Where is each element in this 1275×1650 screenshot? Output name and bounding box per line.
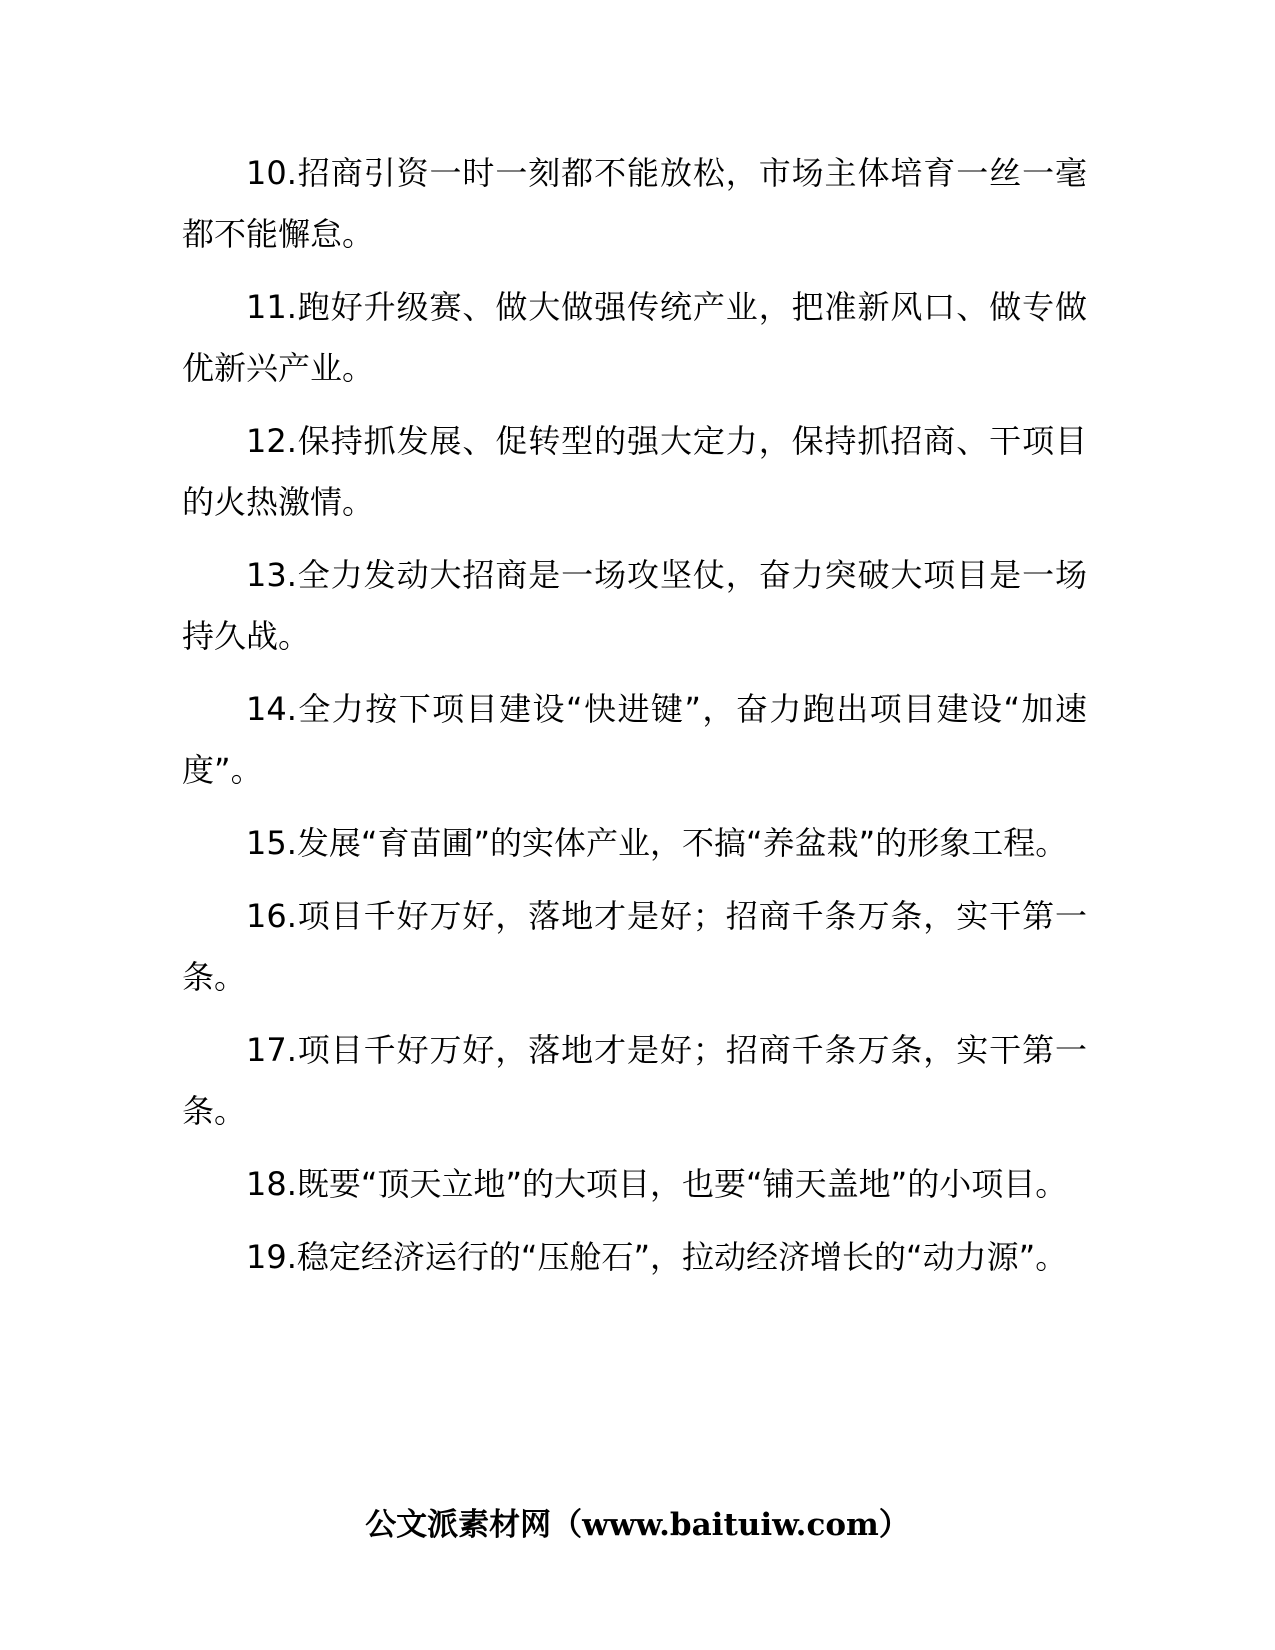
paragraph-15: 15.发展“育苗圃”的实体产业，不搞“养盆栽”的形象工程。 — [246, 824, 1068, 862]
page-footer-source: 公文派素材网（www.baituiw.com） — [365, 1507, 910, 1543]
paragraph-16: 16.项目千好万好，落地才是好；招商千条万条，实干第一条。 — [182, 897, 1087, 996]
paragraph-18: 18.既要“顶天立地”的大项目，也要“铺天盖地”的小项目。 — [246, 1165, 1068, 1203]
paragraph-12: 12.保持抓发展、促转型的强大定力，保持抓招商、干项目的火热激情。 — [182, 422, 1087, 521]
paragraph-11: 11.跑好升级赛、做大做强传统产业，把准新风口、做专做优新兴产业。 — [182, 288, 1087, 387]
document-body — [182, 143, 1087, 1300]
paragraph-19: 19.稳定经济运行的“压舱石”，拉动经济增长的“动力源”。 — [246, 1238, 1068, 1276]
paragraph-17: 17.项目千好万好，落地才是好；招商千条万条，实干第一条。 — [182, 1031, 1087, 1130]
paragraph-10: 10.招商引资一时一刻都不能放松，市场主体培育一丝一毫都不能懈怠。 — [182, 154, 1087, 253]
paragraph-13: 13.全力发动大招商是一场攻坚仗，奋力突破大项目是一场持久战。 — [182, 556, 1087, 655]
paragraph-14: 14.全力按下项目建设“快进键”，奋力跑出项目建设“加速度”。 — [182, 690, 1087, 789]
